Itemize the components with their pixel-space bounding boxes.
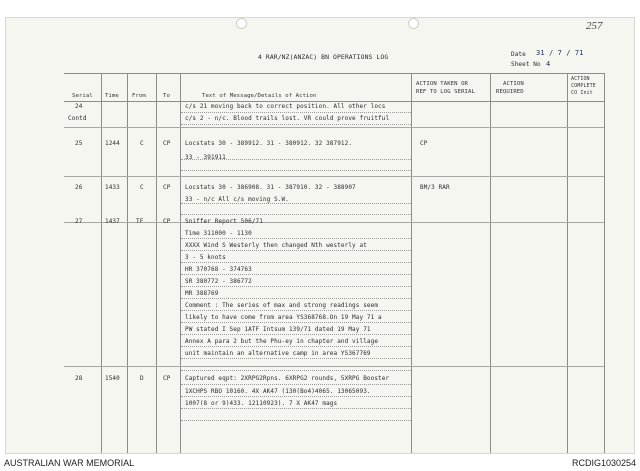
- to-cell: CP: [163, 140, 171, 147]
- to-cell: CP: [163, 218, 171, 225]
- serial-cell: 26: [75, 184, 83, 191]
- line-rule: [181, 396, 411, 397]
- col-required-1: ACTION: [503, 81, 524, 87]
- col-complete-1: ACTION: [571, 76, 590, 82]
- line-rule: [181, 274, 411, 275]
- col-complete-3: CO Init: [571, 90, 593, 96]
- line-rule: [181, 250, 411, 251]
- column-divider: [490, 73, 491, 454]
- line-rule: [181, 214, 411, 215]
- entry-separator: [64, 222, 604, 223]
- line-rule: [181, 112, 411, 113]
- log-sheet: [5, 17, 635, 454]
- serial-cell: Contd: [68, 115, 87, 122]
- col-from: From: [132, 93, 146, 99]
- time-cell: 1244: [105, 140, 120, 147]
- table-top-rule: [64, 73, 604, 74]
- message-line: Sniffer Report 506/71: [185, 218, 263, 225]
- message-line: MR 388769: [185, 290, 219, 297]
- message-line: 33 - 391911: [185, 154, 226, 161]
- to-cell: CP: [163, 375, 171, 382]
- line-rule: [181, 298, 411, 299]
- time-cell: 1433: [105, 184, 120, 191]
- archive-credit: AUSTRALIAN WAR MEMORIAL: [4, 458, 135, 468]
- message-line: 1XCHPS RBO 10160. 4X AK47 (130(Bo4)4065. 13065093.: [185, 388, 371, 395]
- log-title: 4 RAR/NZ(ANZAC) BN OPERATIONS LOG: [258, 53, 389, 61]
- archive-reference: RCDIG1030254: [571, 458, 636, 468]
- serial-cell: 24: [75, 103, 83, 110]
- line-rule: [181, 420, 411, 421]
- to-cell: CP: [163, 184, 171, 191]
- message-line: Comment : The series of max and strong readings seem: [185, 302, 379, 309]
- from-cell: C: [140, 140, 144, 147]
- punch-hole: [236, 18, 247, 29]
- message-line: Locstats 30 - 389912. 31 - 380912. 32 387912.: [185, 140, 353, 147]
- action-taken-cell: BM/3 RAR: [420, 184, 450, 191]
- column-divider: [604, 73, 605, 454]
- column-divider: [101, 73, 102, 454]
- column-divider: [127, 73, 128, 454]
- punch-hole: [408, 18, 419, 29]
- line-rule: [181, 358, 411, 359]
- message-line: Time 311000 - 1130: [185, 230, 252, 237]
- line-rule: [181, 262, 411, 263]
- action-taken-cell: CP: [420, 140, 428, 147]
- column-divider: [567, 73, 568, 454]
- column-divider: [156, 73, 157, 454]
- message-line: 33 - n/c All c/s moving S.W.: [185, 196, 289, 203]
- time-cell: 1437: [105, 218, 120, 225]
- message-line: c/s 2 - n/c. Blood trails lost. VR could prove fruitful: [185, 115, 390, 122]
- line-rule: [181, 203, 411, 204]
- sheet-value: 4: [546, 60, 551, 68]
- message-line: 3 - 5 knots: [185, 254, 226, 261]
- page-number: 257: [586, 20, 603, 32]
- time-cell: 1540: [105, 375, 120, 382]
- message-line: HR 370768 - 374763: [185, 266, 252, 273]
- line-rule: [181, 170, 411, 171]
- message-line: Locstats 30 - 386908. 31 - 387910. 32 - 388907: [185, 184, 356, 191]
- message-line: likely to have come from area YS368768.On 19 May 71 a: [185, 314, 382, 321]
- col-time: Time: [105, 93, 119, 99]
- message-line: PW stated I Sep 1ATF Intsum 139/71 dated 19 May 71: [185, 326, 371, 333]
- entry-separator: [64, 127, 604, 128]
- date-label: Date: [511, 51, 526, 58]
- line-rule: [181, 334, 411, 335]
- message-line: XXXX Wind S Westerly then changed Nth westerly at: [185, 242, 367, 249]
- line-rule: [181, 346, 411, 347]
- column-divider: [411, 73, 412, 454]
- serial-cell: 28: [75, 375, 83, 382]
- line-rule: [181, 124, 411, 125]
- date-value: 31 / 7 / 71: [536, 49, 584, 57]
- col-serial: Serial: [72, 93, 93, 99]
- header-rule: [64, 101, 604, 102]
- message-line: c/s 21 moving back to correct position. All other locs: [185, 103, 386, 110]
- from-cell: D: [140, 375, 144, 382]
- line-rule: [181, 238, 411, 239]
- line-rule: [181, 408, 411, 409]
- message-line: Captured eqpt: 2XRPG2Rpns. 6XRPG2 rounds, 5XRPG Booster: [185, 375, 390, 382]
- col-complete-2: COMPLETE: [571, 83, 596, 89]
- col-text: Text of Message/Details of Action: [202, 93, 317, 99]
- archive-footer: [0, 455, 640, 471]
- entry-separator: [64, 176, 604, 177]
- col-required-2: REQUIRED: [496, 89, 524, 95]
- line-rule: [181, 286, 411, 287]
- serial-cell: 27: [75, 218, 83, 225]
- from-cell: C: [140, 184, 144, 191]
- serial-cell: 25: [75, 140, 83, 147]
- sheet-label: Sheet No: [511, 61, 541, 68]
- line-rule: [181, 370, 411, 371]
- col-taken-1: ACTION TAKEN OR: [416, 81, 469, 87]
- col-to: To: [163, 93, 170, 99]
- message-line: 1007(8 or 9)433. 12110923). 7 X AK47 mags: [185, 400, 338, 407]
- line-rule: [181, 384, 411, 385]
- entry-separator: [64, 366, 604, 367]
- col-taken-2: REF TO LOG SERIAL: [416, 89, 475, 95]
- message-line: Annex A para 2 but the Phu-ey in chapter and village: [185, 338, 379, 345]
- from-cell: TF: [136, 218, 144, 225]
- message-line: unit maintain an alternative camp in area YS367769: [185, 350, 371, 357]
- line-rule: [181, 310, 411, 311]
- message-line: SR 380772 - 386772: [185, 278, 252, 285]
- line-rule: [181, 322, 411, 323]
